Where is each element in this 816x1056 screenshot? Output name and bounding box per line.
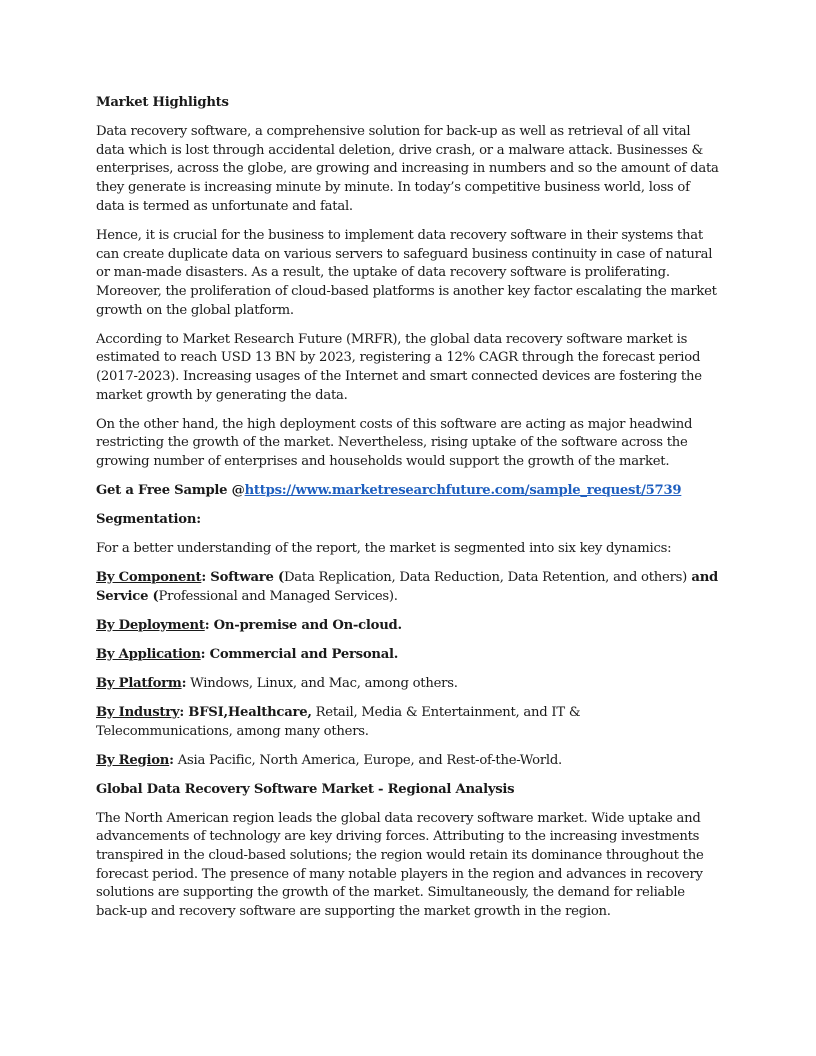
free-sample-line [96, 482, 720, 501]
segment-industry-value: Retail, Media & Entertainment, and IT & Telecommunications, among many others. [96, 704, 581, 739]
segment-region-colon: : [169, 752, 174, 768]
segment-component-colon: : [201, 570, 211, 586]
segment-component [96, 569, 720, 606]
highlights-paragraph-3: According to Market Research Future (MRFR), the global data recovery software market is estimated to reach USD 13 BN by 2023, registering a 12% CAGR through the forecast period (2017-2023). Increasing usages of the Internet and smart connected devices are fostering the market growth by generating the data. [96, 331, 702, 403]
sample-request-link[interactable]: https://www.marketresearchfuture.com/sample_request/5739 [244, 483, 682, 499]
segment-platform [96, 675, 720, 694]
segment-software-label: Software ( [210, 570, 284, 586]
highlights-paragraph-2: Hence, it is crucial for the business to implement data recovery software in their systems that can create duplicate data on various servers to safeguard business continuity in case of natural or man-made disasters. As a result, the uptake of data recovery software is proliferating. Moreover, the proliferation of cloud-based platforms is another key factor escalating the market growth on the global platform. [96, 227, 717, 318]
market-highlights-heading: Market Highlights [96, 95, 229, 110]
segment-service-detail: Professional and Managed Services). [158, 588, 398, 604]
regional-analysis-paragraph: The North American region leads the global data recovery software market. Wide uptake and advancements of technology are key driving forces. Attributing to the increasing investments transpired in the cloud-based solutions; the region would retain its dominance throughout the forecast period. The presence of many notable players in the region and advances in recovery solutions are supporting the growth of the market. Simultaneously, the demand for reliable back-up and recovery software are supporting the market growth in the region. [96, 810, 704, 920]
segmentation-intro: For a better understanding of the report, the market is segmented into six key dynamics: [96, 541, 672, 557]
segment-application-value: : Commercial and Personal. [200, 646, 399, 662]
segment-component-label: By Component [96, 570, 202, 586]
segment-application-label: By Application [96, 646, 201, 662]
segment-platform-label: By Platform [96, 675, 182, 691]
free-sample-label: Get a Free Sample @ [96, 483, 245, 499]
segment-platform-value: Windows, Linux, and Mac, among others. [186, 675, 458, 691]
segment-deployment-value: : On-premise and On-cloud. [204, 617, 402, 633]
segment-industry-bold-value: : BFSI,Healthcare, [179, 704, 312, 720]
segment-industry [96, 704, 720, 741]
regional-analysis-heading: Global Data Recovery Software Market - Regional Analysis [96, 781, 515, 797]
segment-and-text: and [687, 570, 719, 586]
document-page [96, 94, 720, 932]
segment-region-label: By Region [96, 752, 170, 768]
segment-software-detail: Data Replication, Data Reduction, Data Retention, and others) [283, 570, 688, 586]
segment-application [96, 646, 720, 665]
segment-deployment-label: By Deployment [96, 617, 205, 633]
segmentation-heading: Segmentation: [96, 512, 201, 528]
segment-region [96, 752, 720, 771]
segment-service-label: Service ( [96, 588, 159, 604]
segment-industry-label: By Industry [96, 704, 180, 720]
segment-platform-colon: : [181, 675, 187, 691]
segment-deployment [96, 617, 720, 636]
highlights-paragraph-4: On the other hand, the high deployment costs of this software are acting as major headwind restricting the growth of the market. Nevertheless, rising uptake of the software across the growing number of enterprises and households would support the growth of the market. [96, 416, 693, 470]
segment-region-value: Asia Pacific, North America, Europe, and Rest-of-the-World. [173, 752, 563, 768]
highlights-paragraph-1: Data recovery software, a comprehensive solution for back-up as well as retrieval of all vital data which is lost through accidental deletion, drive crash, or a malware attack. Businesses & enterprises, across the globe, are growing and increasing in numbers and so the amount of data they generate is increasing minute by minute. In today’s competitive business world, loss of data is termed as unfortunate and fatal. [96, 124, 719, 214]
